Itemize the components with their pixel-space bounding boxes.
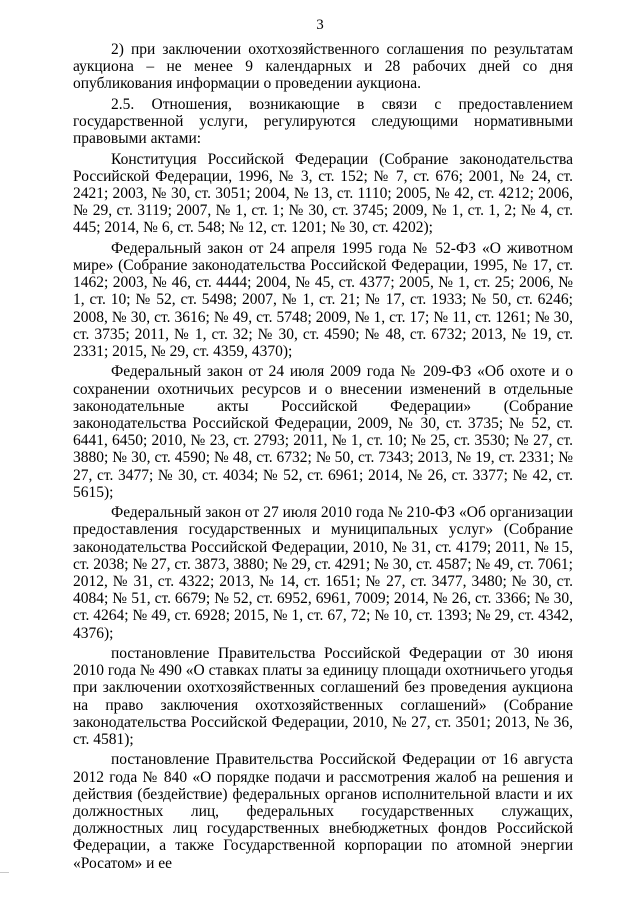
page-number: 3 — [316, 17, 324, 33]
paragraph-law-public-services: Федеральный закон от 27 июля 2010 года № 210-ФЗ «Об организации предоставления государственных и муниципальных услуг» (Собрание законодательства Российской Федерации, 2010, № 31, ст. 4179; 2011, № 15, ст. 2038; № 27, ст. 3873, 3880; № 29, ст. 4291; № 30, ст. 4587; № 49, ст. 7061; 2012, № 31, ст. 4322; 2013, № 14, ст. 1651; № 27, ст. 3477, 3480; № 30, ст. 4084; № 51, ст. 6679; № 52, ст. 6952, 6961, 7009; 2014, № 26, ст. 3366; № 30, ст. 4264; № 49, ст. 6928; 2015, № 1, ст. 67, 72; № 10, ст. 1393; № 29, ст. 4342, 4376); — [73, 504, 573, 642]
paragraph-resolution-840: постановление Правительства Российской Федерации от 16 августа 2012 года № 840 «О порядке подачи и рассмотрения жалоб на решения и действия (бездействие) федеральных органов исполнительной власти и их должностных лиц, федеральных государственных служащих, должностных лиц государственных внебюджетных фондов Российской Федерации, а также Государственной корпорации по атомной энергии «Росатом» и ее — [73, 751, 573, 872]
document-body — [73, 41, 573, 875]
paragraph-constitution: Конституция Российской Федерации (Собрание законодательства Российской Федерации, 1996, № 3, ст. 152; № 7, ст. 676; 2001, № 24, ст. 2421; 2003, № 30, ст. 3051; 2004, № 13, ст. 1110; 2005, № 42, ст. 4212; 2006, № 29, ст. 3119; 2007, № 1, ст. 1; № 30, ст. 3745; 2009, № 1, ст. 1, 2; № 4, ст. 445; 2014, № 6, ст. 548; № 12, ст. 1201; № 30, ст. 4202); — [73, 150, 573, 237]
scan-margin-mark — [0, 872, 9, 873]
paragraph-auction-deadline: 2) при заключении охотхозяйственного соглашения по результатам аукциона – не менее 9 календарных и 28 рабочих дней со дня опубликования информации о проведении аукциона. — [73, 41, 573, 93]
paragraph-legal-basis-intro: 2.5. Отношения, возникающие в связи с предоставлением государственной услуги, регулируются следующими нормативными правовыми актами: — [73, 95, 573, 148]
paragraph-law-hunting: Федеральный закон от 24 июля 2009 года № 209-ФЗ «Об охоте и о сохранении охотничьих ресурсов и о внесении изменений в отдельные законодательные акты Российской Федерации» (Собрание законодательства Российской Федерации, 2009, № 30, ст. 3735; № 52, ст. 6441, 6450; 2010, № 23, ст. 2793; 2011, № 1, ст. 10; № 25, ст. 3530; № 27, ст. 3880; № 30, ст. 4590; № 48, ст. 6732; № 50, ст. 7343; 2013, № 19, ст. 2331; № 27, ст. 3477; № 30, ст. 4034; № 52, ст. 6961; 2014, № 26, ст. 3377; № 42, ст. 5615); — [73, 363, 573, 501]
paragraph-resolution-490: постановление Правительства Российской Федерации от 30 июня 2010 года № 490 «О ставках платы за единицу площади охотничьего угодья при заключении охотхозяйственных соглашений без проведения аукциона на право заключения охотхозяйственных соглашений» (Собрание законодательства Российской Федерации, 2010, № 27, ст. 3501; 2013, № 36, ст. 4581); — [73, 645, 573, 749]
paragraph-law-animal-world: Федеральный закон от 24 апреля 1995 года № 52-ФЗ «О животном мире» (Собрание законодательства Российской Федерации, 1995, № 17, ст. 1462; 2003, № 46, ст. 4444; 2004, № 45, ст. 4377; 2005, № 1, ст. 25; 2006, № 1, ст. 10; № 52, ст. 5498; 2007, № 1, ст. 21; № 17, ст. 1933; № 50, ст. 6246; 2008, № 30, ст. 3616; № 49, ст. 5748; 2009, № 1, ст. 17; № 11, ст. 1261; № 30, ст. 3735; 2011, № 1, ст. 32; № 30, ст. 4590; № 48, ст. 6732; 2013, № 19, ст. 2331; 2015, № 29, ст. 4359, 4370); — [73, 239, 573, 361]
